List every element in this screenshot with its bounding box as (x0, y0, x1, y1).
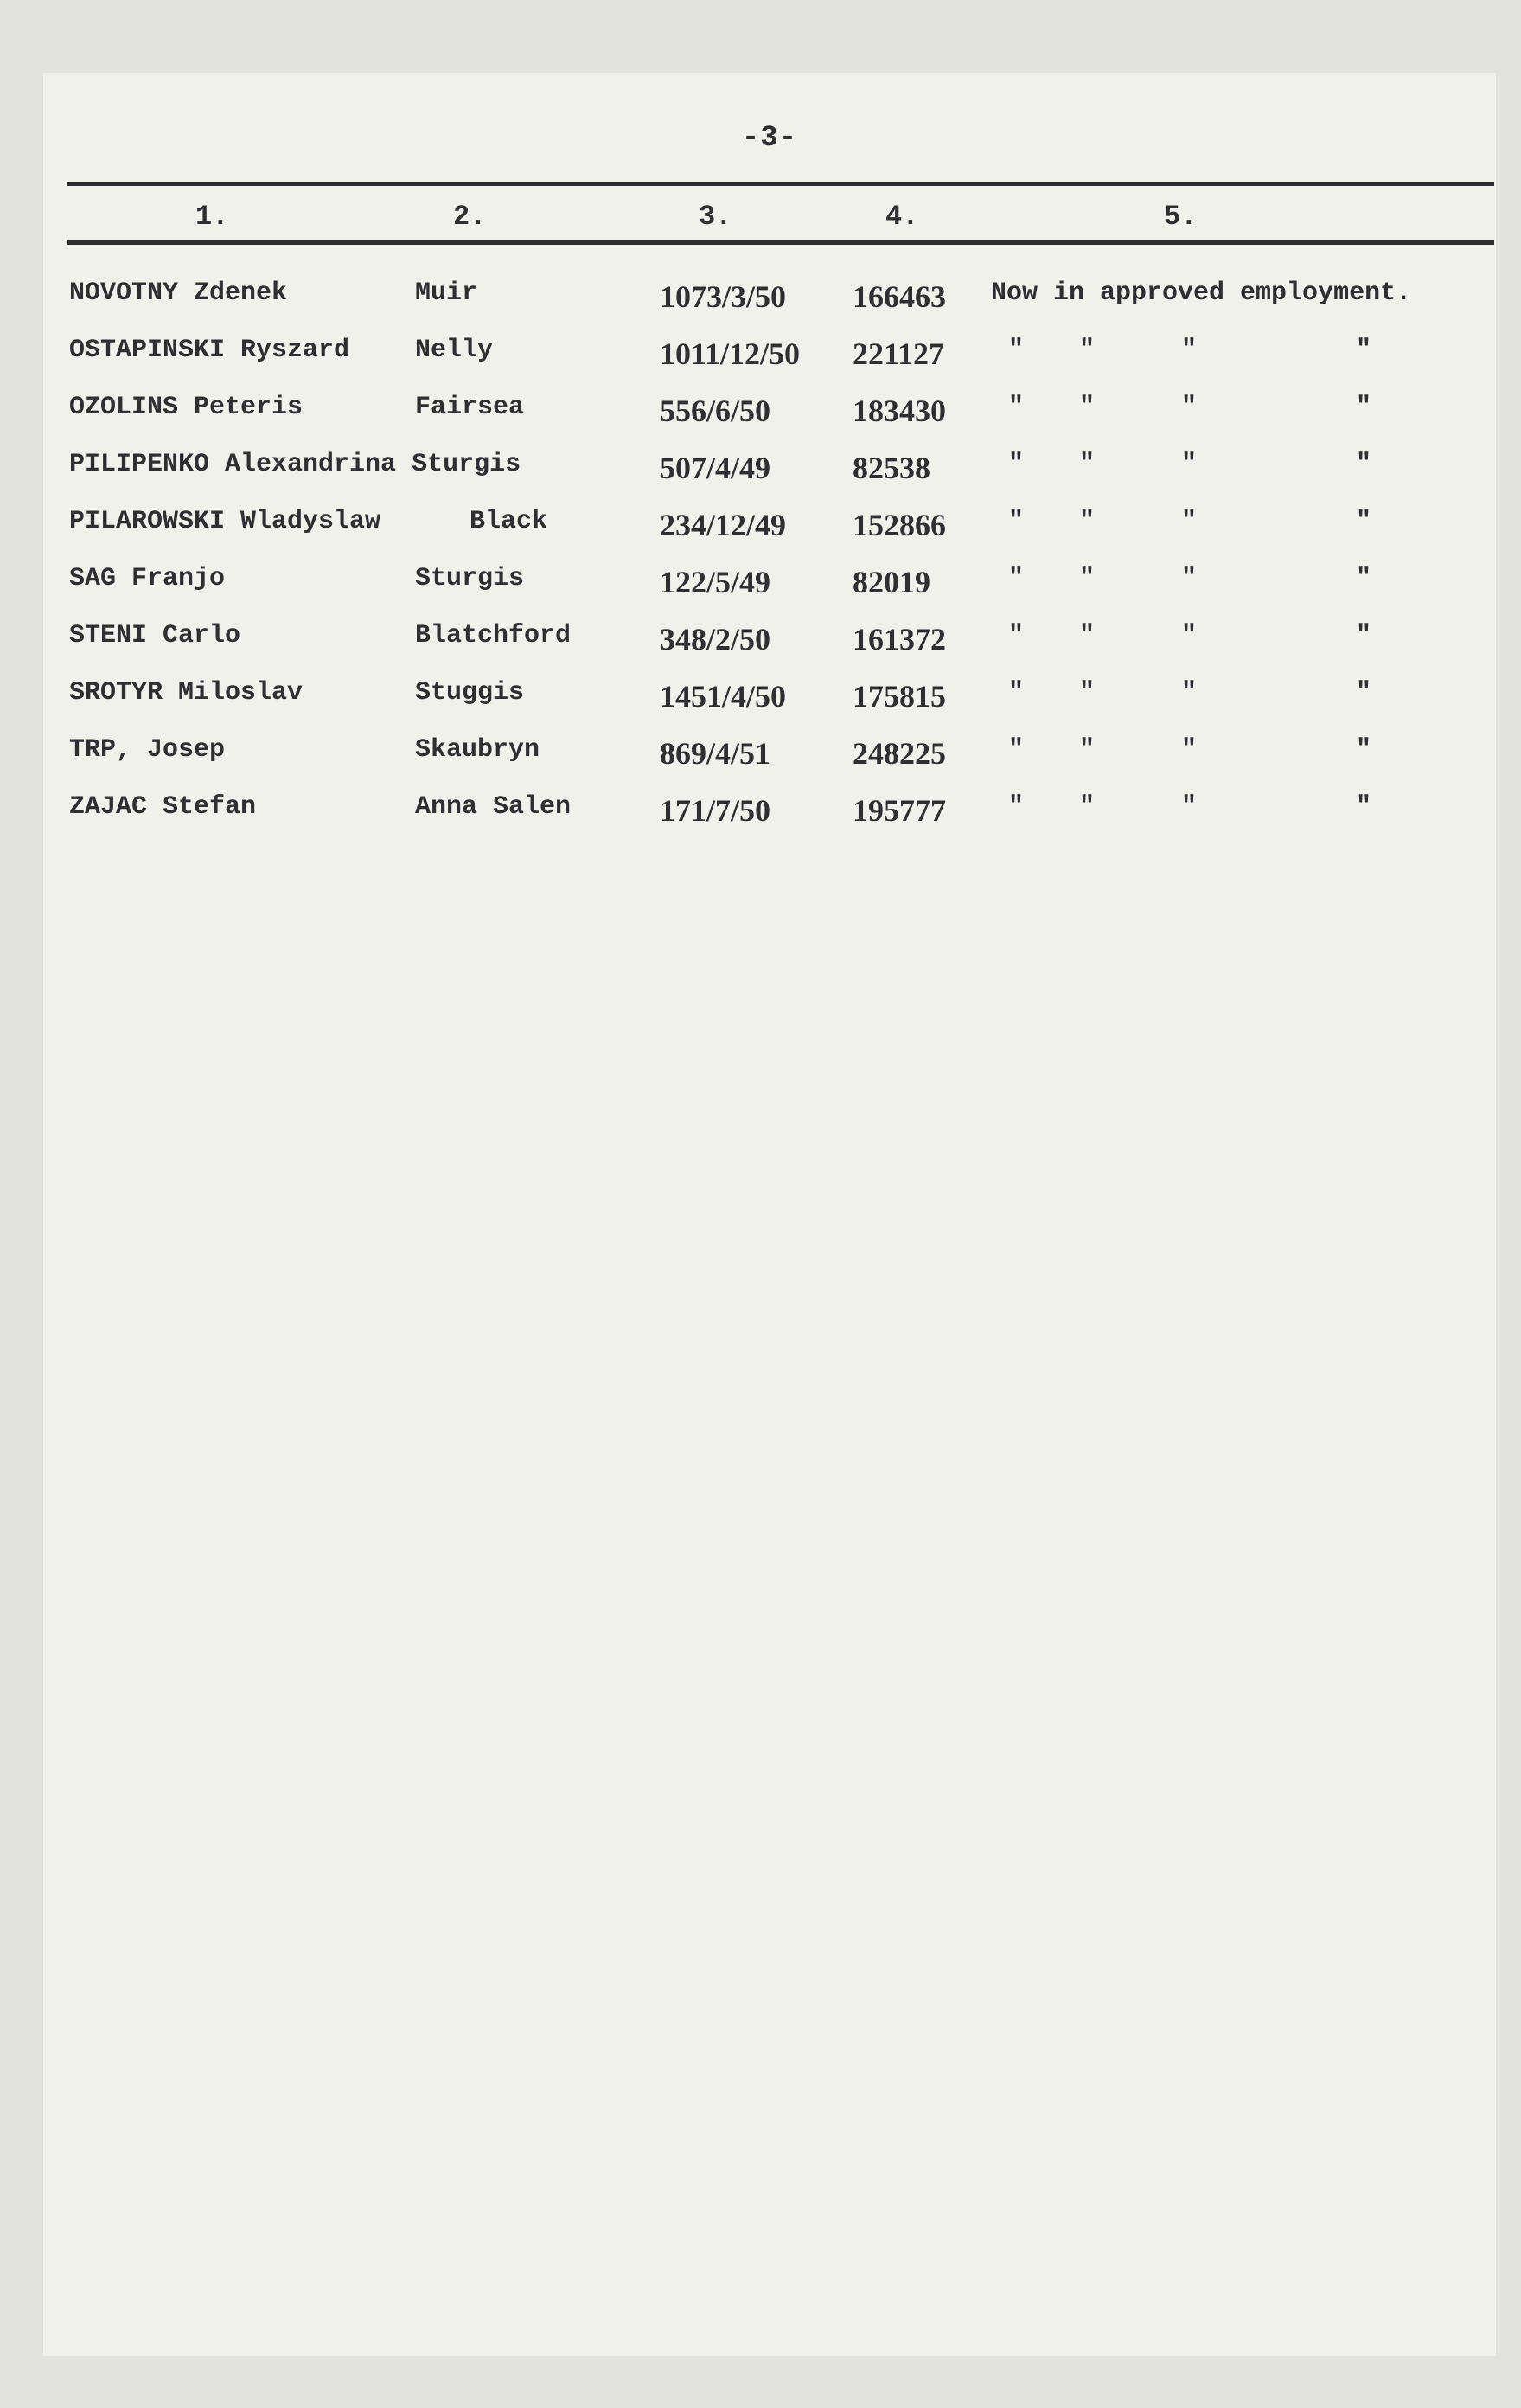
registration-number: 161372 (853, 622, 946, 656)
ditto-mark: " (1008, 621, 1025, 650)
person-name: PILAROWSKI Wladyslaw (69, 507, 381, 536)
ditto-mark: " (1356, 678, 1372, 708)
person-name: OSTAPINSKI Ryszard (69, 336, 350, 365)
ship-name: Muir (415, 279, 478, 308)
ditto-mark: " (1181, 621, 1198, 650)
registration-number: 221127 (853, 336, 945, 371)
ditto-mark: " (1181, 564, 1198, 593)
column-2-header: 2. (453, 201, 487, 233)
person-name: OZOLINS Peteris (69, 393, 304, 422)
ditto-mark: " (1181, 735, 1198, 765)
person-name: ZAJAC Stefan (69, 792, 257, 822)
ditto-mark: " (1008, 336, 1025, 365)
ditto-mark: " (1079, 507, 1096, 536)
ship-name: Anna Salen (415, 792, 572, 822)
reference-number: 234/12/49 (660, 508, 787, 542)
document-page (43, 73, 1496, 2356)
table-row (43, 336, 1496, 387)
person-name: SROTYR Miloslav (69, 678, 304, 708)
ship-name: Black (470, 507, 548, 536)
table-row (43, 621, 1496, 673)
ditto-mark: " (1008, 735, 1025, 765)
reference-number: 507/4/49 (660, 451, 771, 485)
table-row (43, 393, 1496, 445)
registration-number: 152866 (853, 508, 946, 542)
column-5-header: 5. (1164, 201, 1198, 233)
ditto-mark: " (1008, 450, 1025, 479)
ditto-mark: " (1356, 735, 1372, 765)
ditto-mark: " (1181, 792, 1198, 822)
table-row (43, 450, 1496, 502)
person-name: STENI Carlo (69, 621, 241, 650)
status-text: Now in approved employment. (991, 279, 1412, 308)
ditto-mark: " (1181, 393, 1198, 422)
registration-number: 183430 (853, 394, 946, 428)
table-row (43, 564, 1496, 616)
ditto-mark: " (1079, 621, 1096, 650)
reference-number: 122/5/49 (660, 565, 771, 599)
ship-name: Sturgis (415, 564, 525, 593)
ditto-mark: " (1079, 735, 1096, 765)
ditto-mark: " (1079, 564, 1096, 593)
ditto-mark: " (1356, 564, 1372, 593)
ditto-mark: " (1079, 678, 1096, 708)
ditto-mark: " (1356, 792, 1372, 822)
ditto-mark: " (1181, 678, 1198, 708)
person-name: NOVOTNY Zdenek (69, 279, 288, 308)
header-rule-top (67, 182, 1494, 186)
ship-name: Skaubryn (415, 735, 540, 765)
ditto-mark: " (1079, 393, 1096, 422)
ditto-mark: " (1356, 393, 1372, 422)
column-4-header: 4. (885, 201, 919, 233)
table-row (43, 735, 1496, 787)
reference-number: 1011/12/50 (660, 336, 801, 371)
ditto-mark: " (1356, 621, 1372, 650)
registration-number: 248225 (853, 736, 946, 771)
page-number: -3- (741, 122, 798, 155)
ditto-mark: " (1181, 336, 1198, 365)
table-row (43, 279, 1496, 330)
registration-number: 175815 (853, 679, 946, 714)
ditto-mark: " (1008, 564, 1025, 593)
header-rule-bottom (67, 240, 1494, 245)
ditto-mark: " (1356, 507, 1372, 536)
registration-number: 82538 (853, 451, 930, 485)
ship-name: Blatchford (415, 621, 572, 650)
column-3-header: 3. (699, 201, 732, 233)
ditto-mark: " (1008, 792, 1025, 822)
table-row (43, 792, 1496, 844)
ditto-mark: " (1008, 393, 1025, 422)
column-1-header: 1. (195, 201, 229, 233)
registration-number: 82019 (853, 565, 930, 599)
ditto-mark: " (1079, 792, 1096, 822)
registration-number: 166463 (853, 279, 946, 314)
person-name: SAG Franjo (69, 564, 226, 593)
person-name: TRP, Josep (69, 735, 226, 765)
ditto-mark: " (1079, 336, 1096, 365)
ship-name: Nelly (415, 336, 494, 365)
ditto-mark: " (1181, 507, 1198, 536)
ditto-mark: " (1181, 450, 1198, 479)
ditto-mark: " (1079, 450, 1096, 479)
registration-number: 195777 (853, 793, 946, 828)
ditto-mark: " (1356, 450, 1372, 479)
reference-number: 869/4/51 (660, 736, 771, 771)
ditto-mark: " (1356, 336, 1372, 365)
person-name: PILIPENKO Alexandrina Sturgis (69, 450, 521, 479)
reference-number: 1451/4/50 (660, 679, 787, 714)
ship-name: Fairsea (415, 393, 525, 422)
reference-number: 1073/3/50 (660, 279, 787, 314)
reference-number: 171/7/50 (660, 793, 771, 828)
reference-number: 348/2/50 (660, 622, 771, 656)
reference-number: 556/6/50 (660, 394, 771, 428)
table-row (43, 678, 1496, 730)
ditto-mark: " (1008, 678, 1025, 708)
table-row (43, 507, 1496, 559)
ship-name: Stuggis (415, 678, 525, 708)
ditto-mark: " (1008, 507, 1025, 536)
